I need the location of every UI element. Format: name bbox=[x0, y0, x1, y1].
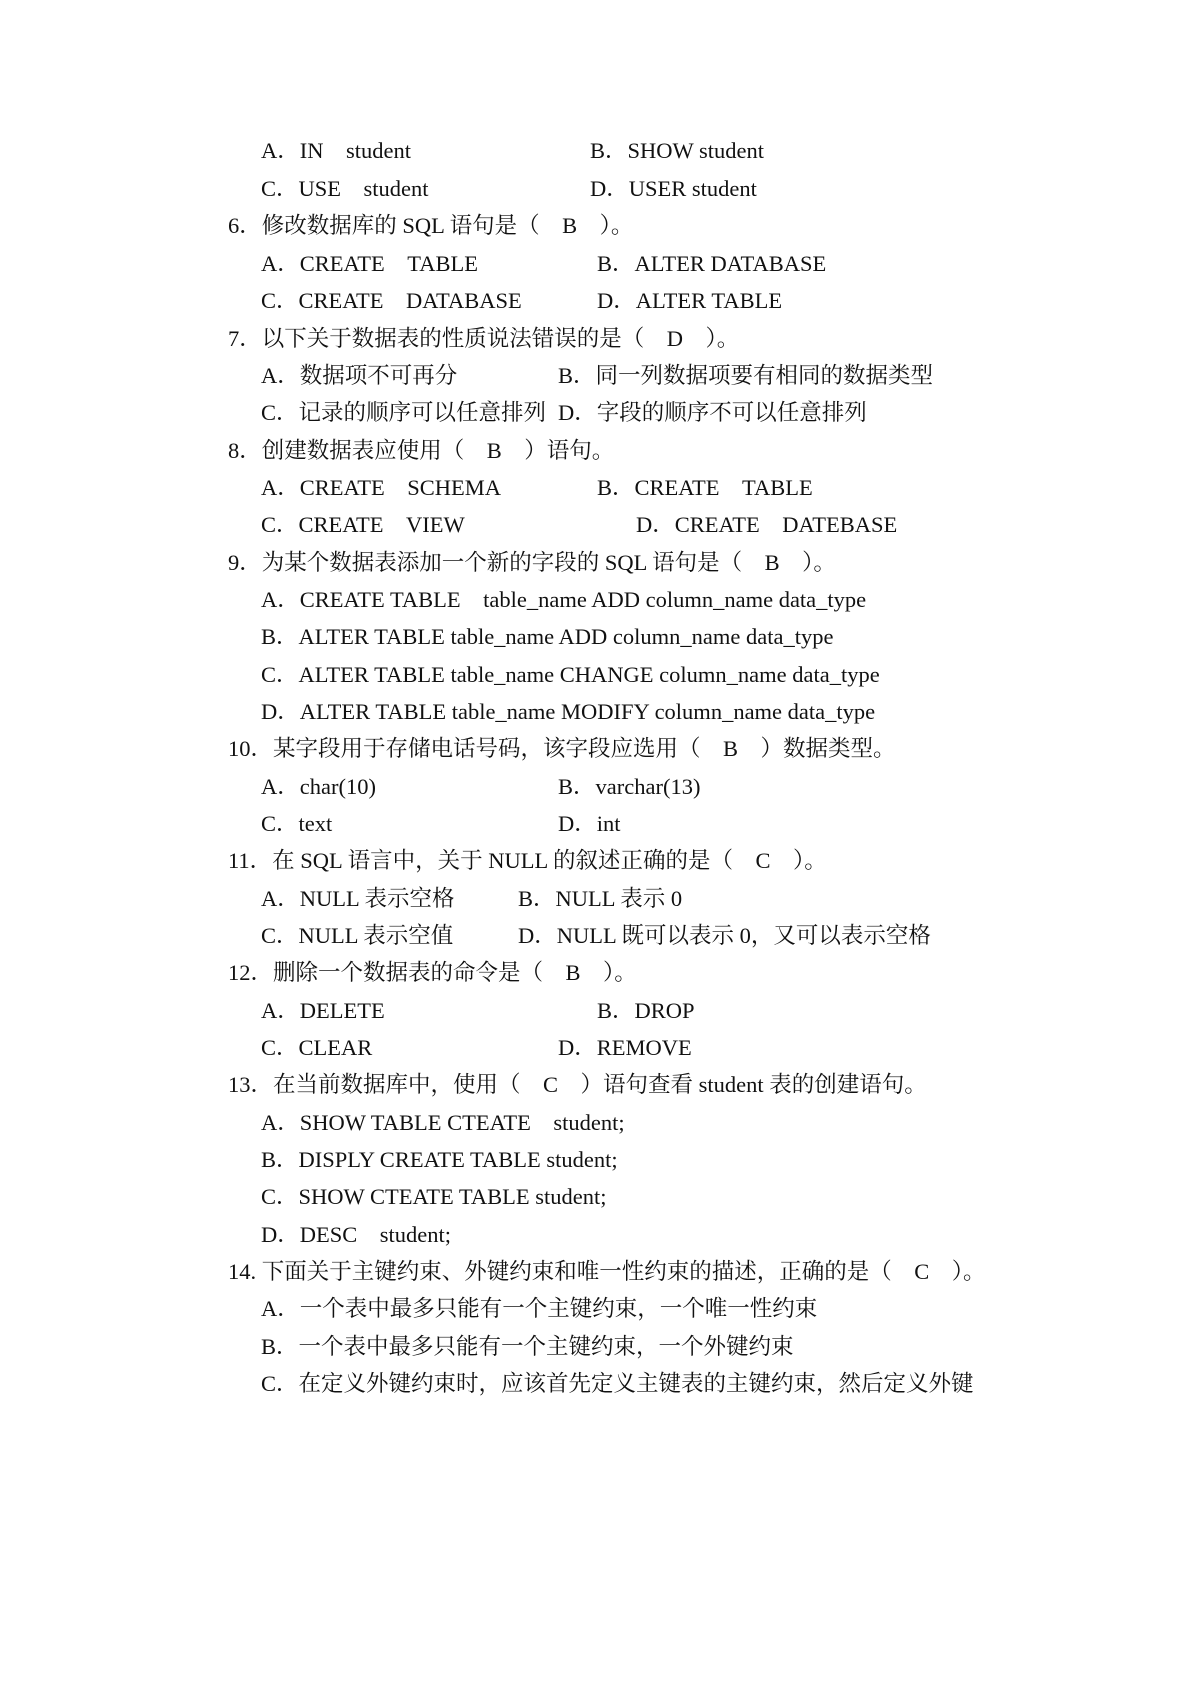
option-9c: C．ALTER TABLE table_name CHANGE column_name data_type bbox=[261, 662, 880, 687]
question-8-stem: 8．创建数据表应使用（ B ）语句。 bbox=[228, 438, 615, 463]
question-11-stem: 11．在 SQL 语言中，关于 NULL 的叙述正确的是（ C ）。 bbox=[228, 848, 827, 873]
option-11b: B．NULL 表示 0 bbox=[518, 886, 683, 911]
option-7d: D．字段的顺序不可以任意排列 bbox=[558, 400, 867, 425]
option-7c: C．记录的顺序可以任意排列 bbox=[261, 400, 547, 425]
option-5d: D．USER student bbox=[590, 176, 757, 201]
question-9-stem: 9．为某个数据表添加一个新的字段的 SQL 语句是（ B ）。 bbox=[228, 550, 836, 575]
option-5b: B．SHOW student bbox=[590, 138, 764, 163]
option-10b: B．varchar(13) bbox=[558, 774, 701, 799]
question-6-stem: 6．修改数据库的 SQL 语句是（ B ）。 bbox=[228, 213, 634, 238]
question-12-stem: 12．删除一个数据表的命令是（ B ）。 bbox=[228, 960, 637, 985]
option-7a: A．数据项不可再分 bbox=[261, 363, 458, 388]
option-8c: C．CREATE VIEW bbox=[261, 512, 465, 537]
option-6a: A．CREATE TABLE bbox=[261, 251, 478, 276]
option-9d: D．ALTER TABLE table_name MODIFY column_name data_type bbox=[261, 699, 876, 724]
question-14-stem: 14. 下面关于主键约束、外键约束和唯一性约束的描述，正确的是（ C ）。 bbox=[228, 1259, 986, 1284]
option-14b: B．一个表中最多只能有一个主键约束，一个外键约束 bbox=[261, 1334, 794, 1359]
question-10-stem: 10．某字段用于存储电话号码，该字段应选用（ B ）数据类型。 bbox=[228, 736, 896, 761]
option-12b: B．DROP bbox=[597, 998, 695, 1023]
option-9b: B．ALTER TABLE table_name ADD column_name data_type bbox=[261, 624, 834, 649]
option-14c: C．在定义外键约束时，应该首先定义主键表的主键约束，然后定义外键 bbox=[261, 1371, 974, 1396]
option-5c: C．USE student bbox=[261, 176, 429, 201]
option-7b: B．同一列数据项要有相同的数据类型 bbox=[558, 363, 934, 388]
option-12c: C．CLEAR bbox=[261, 1035, 373, 1060]
option-13a: A．SHOW TABLE CTEATE student; bbox=[261, 1110, 625, 1135]
option-10c: C．text bbox=[261, 811, 333, 836]
option-6b: B．ALTER DATABASE bbox=[597, 251, 827, 276]
question-7-stem: 7．以下关于数据表的性质说法错误的是（ D ）。 bbox=[228, 326, 740, 351]
option-6c: C．CREATE DATABASE bbox=[261, 288, 522, 313]
question-13-stem: 13．在当前数据库中，使用（ C ）语句查看 student 表的创建语句。 bbox=[228, 1072, 927, 1097]
option-14a: A．一个表中最多只能有一个主键约束，一个唯一性约束 bbox=[261, 1296, 818, 1321]
option-6d: D．ALTER TABLE bbox=[597, 288, 783, 313]
option-8b: B．CREATE TABLE bbox=[597, 475, 813, 500]
option-13d: D．DESC student; bbox=[261, 1222, 452, 1247]
option-12d: D．REMOVE bbox=[558, 1035, 692, 1060]
option-9a: A．CREATE TABLE table_name ADD column_name data_type bbox=[261, 587, 867, 612]
option-13b: B．DISPLY CREATE TABLE student; bbox=[261, 1147, 618, 1172]
option-5a: A．IN student bbox=[261, 138, 411, 163]
option-8a: A．CREATE SCHEMA bbox=[261, 475, 502, 500]
option-10d: D．int bbox=[558, 811, 621, 836]
option-11a: A．NULL 表示空格 bbox=[261, 886, 455, 911]
option-12a: A．DELETE bbox=[261, 998, 385, 1023]
option-11c: C．NULL 表示空值 bbox=[261, 923, 454, 948]
option-8d: D．CREATE DATEBASE bbox=[636, 512, 898, 537]
option-10a: A．char(10) bbox=[261, 774, 376, 799]
option-13c: C．SHOW CTEATE TABLE student; bbox=[261, 1184, 607, 1209]
option-11d: D．NULL 既可以表示 0，又可以表示空格 bbox=[518, 923, 931, 948]
